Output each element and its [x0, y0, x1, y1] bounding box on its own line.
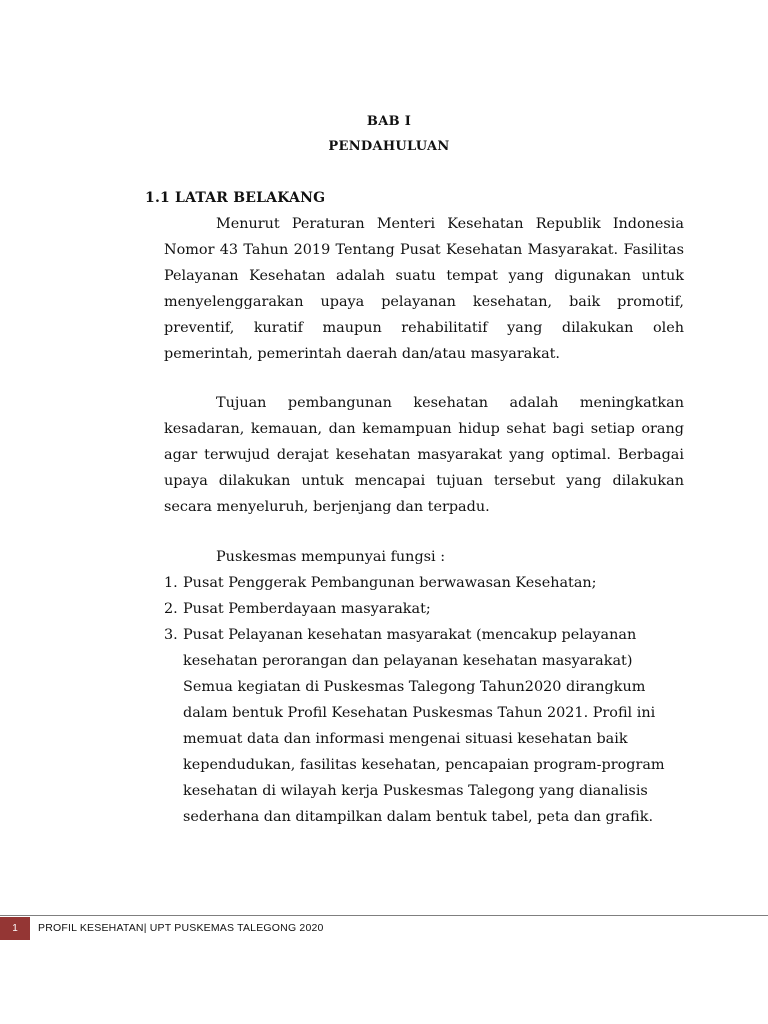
list-item-text: Pusat Penggerak Pembangunan berwawasan Kesehatan;	[183, 575, 597, 591]
list-number: 1.	[164, 575, 178, 591]
list-item-text: Pusat Pemberdayaan masyarakat;	[183, 601, 431, 617]
paragraph-text: Menurut Peraturan Menteri Kesehatan Republik Indonesia Nomor 43 Tahun 2019 Tentang Pusat Kesehatan Masyarakat. Fasilitas Pelayanan Kesehatan adalah suatu tempat yang digunakan untuk menyelenggarakan upaya pelayanan kesehatan, baik promotif, preventif, kuratif maupun rehabilitatif yang dilakukan oleh pemerintah, pemerintah daerah dan/atau masyarakat.	[164, 216, 684, 362]
list-number: 3.	[164, 627, 178, 643]
list-item	[164, 570, 684, 596]
paragraph-2	[164, 390, 684, 520]
paragraph-1	[164, 211, 684, 367]
list-number: 2.	[164, 601, 178, 617]
chapter-title: PENDAHULUAN	[328, 139, 450, 154]
list-item-text: Pusat Pelayanan kesehatan masyarakat (mencakup pelayanan kesehatan perorangan dan pelayanan kesehatan masyarakat) Semua kegiatan di Puskesmas Talegong Tahun2020 dirangkum dalam bentuk Profil Kesehatan Puskesmas Tahun 2021. Profil ini memuat data dan informasi mengenai situasi kesehatan baik kependudukan, fasilitas kesehatan, pencapaian program-program kesehatan di wilayah kerja Puskesmas Talegong yang dianalisis sederhana dan ditampilkan dalam bentuk tabel, peta dan grafik.	[183, 627, 665, 825]
functions-section	[164, 544, 684, 830]
section-heading: 1.1 LATAR BELAKANG	[145, 190, 326, 206]
list-item	[164, 622, 684, 830]
functions-list	[164, 570, 684, 830]
paragraph-text: Tujuan pembangunan kesehatan adalah meningkatkan kesadaran, kemauan, dan kemampuan hidup sehat bagi setiap orang agar terwujud derajat kesehatan masyarakat yang optimal. Berbagai upaya dilakukan untuk mencapai tujuan tersebut yang dilakukan secara menyeluruh, berjenjang dan terpadu.	[164, 395, 684, 515]
page-number: 1	[12, 923, 18, 934]
page-number-badge	[0, 917, 30, 940]
footer-divider	[0, 915, 768, 916]
chapter-number: BAB I	[366, 114, 412, 129]
footer-title: PROFIL KESEHATAN| UPT PUSKEMAS TALEGONG 2020	[38, 922, 324, 934]
list-item	[164, 596, 684, 622]
functions-intro: Puskesmas mempunyai fungsi :	[216, 549, 446, 565]
